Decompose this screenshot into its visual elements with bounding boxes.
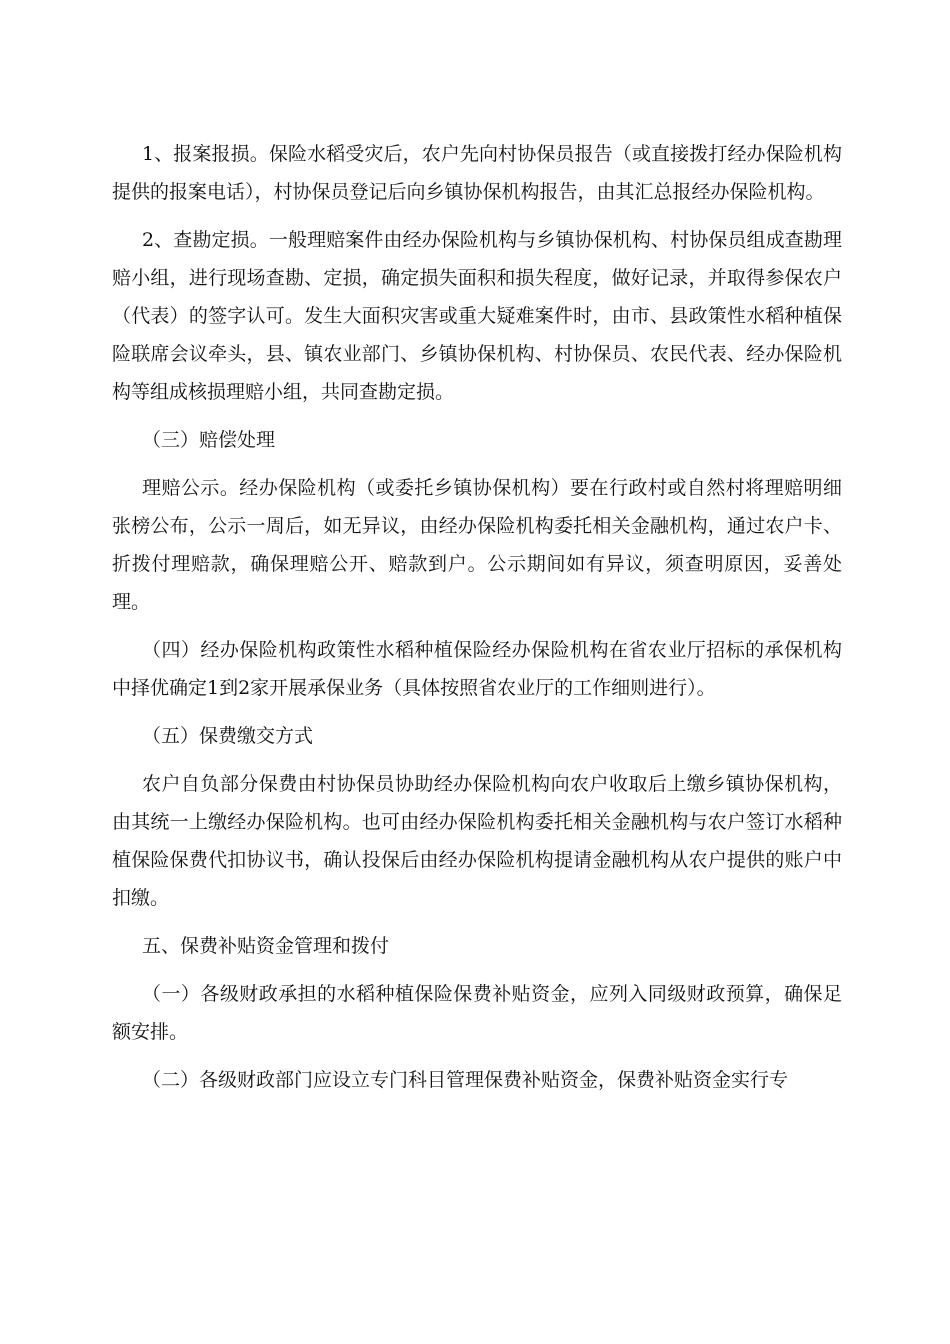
- paragraph-premium-collection: 农户自负部分保费由村协保员协助经办保险机构向农户收取后上缴乡镇协保机构，由其统一上缴经办保险机构。也可由经办保险机构委托相关金融机构与农户签订水稻种植保险保费代扣协议书，确认投保后由经办保险机构提请金融机构从农户提供的账户中扣缴。: [112, 773, 842, 909]
- paragraph-subsidy-budget: （一）各级财政承担的水稻种植保险保费补贴资金，应列入同级财政预算，确保足额安排。: [112, 983, 842, 1043]
- heading-premium-payment: （五）保费缴交方式: [142, 725, 314, 747]
- heading-compensation: （三）赔偿处理: [142, 429, 276, 451]
- paragraph-survey-assessment: 2、查勘定损。一般理赔案件由经办保险机构与乡镇协保机构、村协保员组成查勘理赔小组，进行现场查勘、定损，确定损失面积和损失程度，做好记录，并取得参保农户（代表）的签字认可。发生大面积灾害或重大疑难案件时，由市、县政策性水稻种植保险联席会议牵头，县、镇农业部门、乡镇协保机构、村协保员、农民代表、经办保险机构等组成核损理赔小组，共同查勘定损。: [112, 229, 842, 403]
- heading-subsidy-management: 五、保费补贴资金管理和拨付: [142, 935, 390, 957]
- document-body: [112, 135, 842, 1109]
- paragraph-subsidy-account: （二）各级财政部门应设立专门科目管理保费补贴资金，保费补贴资金实行专: [142, 1069, 789, 1091]
- paragraph-insurer-selection: （四）经办保险机构政策性水稻种植保险经办保险机构在省农业厅招标的承保机构中择优确定1到2家开展承保业务（具体按照省农业厅的工作细则进行）。: [112, 639, 842, 699]
- paragraph-claim-publicity: 理赔公示。经办保险机构（或委托乡镇协保机构）要在行政村或自然村将理赔明细张榜公布，公示一周后，如无异议，由经办保险机构委托相关金融机构，通过农户卡、折拨付理赔款，确保理赔公开、赔款到户。公示期间如有异议，须查明原因，妥善处理。: [112, 477, 842, 613]
- paragraph-report-loss: 1、报案报损。保险水稻受灾后，农户先向村协保员报告（或直接拨打经办保险机构提供的报案电话），村协保员登记后向乡镇协保机构报告，由其汇总报经办保险机构。: [112, 143, 842, 203]
